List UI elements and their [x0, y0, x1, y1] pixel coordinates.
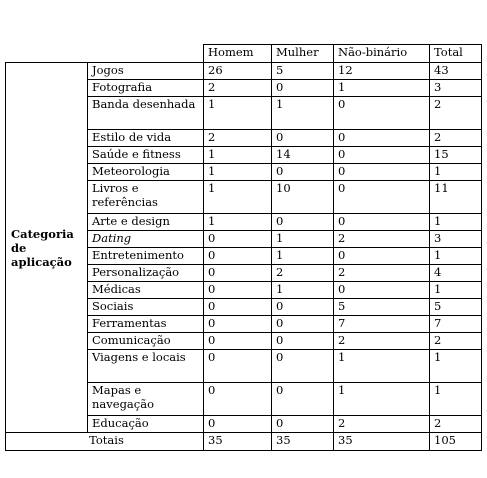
row-label: Personalização	[88, 265, 204, 282]
row-label: Mapas e navegação	[88, 383, 204, 416]
cell-total: 4	[430, 265, 482, 282]
cell-total: 43	[430, 63, 482, 80]
cell-mulher: 10	[272, 181, 334, 214]
cell-total: 2	[430, 416, 482, 433]
cell-homem: 0	[204, 282, 272, 299]
row-label: Educação	[88, 416, 204, 433]
total-mulher: 35	[272, 433, 334, 451]
cell-homem: 0	[204, 299, 272, 316]
cell-nao-binario: 2	[334, 265, 430, 282]
cell-nao-binario: 2	[334, 333, 430, 350]
cell-mulher: 1	[272, 282, 334, 299]
apps-by-gender-table	[5, 44, 482, 451]
cell-homem: 0	[204, 231, 272, 248]
cell-total: 1	[430, 350, 482, 383]
cell-homem: 1	[204, 164, 272, 181]
total-total: 105	[430, 433, 482, 451]
row-label: Saúde e fitness	[88, 147, 204, 164]
row-label: Médicas	[88, 282, 204, 299]
total-nao-binario: 35	[334, 433, 430, 451]
totals-row	[6, 433, 482, 451]
cell-total: 1	[430, 248, 482, 265]
cell-nao-binario: 0	[334, 147, 430, 164]
cell-homem: 1	[204, 214, 272, 231]
cell-nao-binario: 0	[334, 248, 430, 265]
cell-homem: 1	[204, 181, 272, 214]
cell-homem: 0	[204, 316, 272, 333]
cell-nao-binario: 0	[334, 282, 430, 299]
cell-nao-binario: 0	[334, 130, 430, 147]
cell-nao-binario: 12	[334, 63, 430, 80]
row-label: Fotografia	[88, 80, 204, 97]
cell-total: 1	[430, 214, 482, 231]
cell-homem: 2	[204, 130, 272, 147]
total-homem: 35	[204, 433, 272, 451]
cell-nao-binario: 0	[334, 164, 430, 181]
cell-total: 1	[430, 282, 482, 299]
cell-mulher: 0	[272, 299, 334, 316]
header-mulher: Mulher	[272, 45, 334, 63]
row-label: Livros e referências	[88, 181, 204, 214]
cell-mulher: 14	[272, 147, 334, 164]
row-label: Viagens e locais	[88, 350, 204, 383]
cell-nao-binario: 0	[334, 97, 430, 130]
cell-total: 15	[430, 147, 482, 164]
cell-mulher: 1	[272, 248, 334, 265]
cell-mulher: 0	[272, 164, 334, 181]
cell-homem: 0	[204, 383, 272, 416]
cell-homem: 1	[204, 147, 272, 164]
cell-mulher: 0	[272, 416, 334, 433]
cell-nao-binario: 1	[334, 383, 430, 416]
header-nao-binario: Não-binário	[334, 45, 430, 63]
header-blank	[6, 45, 204, 63]
cell-homem: 2	[204, 80, 272, 97]
row-label: Ferramentas	[88, 316, 204, 333]
cell-mulher: 1	[272, 231, 334, 248]
cell-mulher: 0	[272, 350, 334, 383]
cell-total: 11	[430, 181, 482, 214]
cell-homem: 0	[204, 265, 272, 282]
group-label: Categoria de aplicação	[6, 63, 88, 433]
row-label: Meteorologia	[88, 164, 204, 181]
row-label: Sociais	[88, 299, 204, 316]
header-homem: Homem	[204, 45, 272, 63]
row-label: Arte e design	[88, 214, 204, 231]
header-row	[6, 45, 482, 63]
cell-mulher: 5	[272, 63, 334, 80]
cell-mulher: 0	[272, 383, 334, 416]
cell-total: 2	[430, 130, 482, 147]
cell-homem: 26	[204, 63, 272, 80]
cell-mulher: 0	[272, 316, 334, 333]
cell-homem: 0	[204, 416, 272, 433]
cell-mulher: 2	[272, 265, 334, 282]
cell-nao-binario: 1	[334, 80, 430, 97]
cell-total: 3	[430, 80, 482, 97]
cell-nao-binario: 5	[334, 299, 430, 316]
cell-total: 1	[430, 164, 482, 181]
cell-nao-binario: 0	[334, 214, 430, 231]
cell-nao-binario: 2	[334, 231, 430, 248]
cell-nao-binario: 2	[334, 416, 430, 433]
row-label: Dating	[88, 231, 204, 248]
totals-label: Totais	[6, 433, 204, 451]
cell-nao-binario: 7	[334, 316, 430, 333]
cell-mulher: 1	[272, 97, 334, 130]
table-row	[6, 63, 482, 80]
cell-total: 5	[430, 299, 482, 316]
cell-homem: 1	[204, 97, 272, 130]
row-label: Estilo de vida	[88, 130, 204, 147]
header-total: Total	[430, 45, 482, 63]
cell-mulher: 0	[272, 130, 334, 147]
cell-total: 1	[430, 383, 482, 416]
cell-total: 2	[430, 333, 482, 350]
cell-mulher: 0	[272, 80, 334, 97]
cell-homem: 0	[204, 350, 272, 383]
cell-homem: 0	[204, 333, 272, 350]
cell-total: 2	[430, 97, 482, 130]
cell-total: 3	[430, 231, 482, 248]
cell-nao-binario: 1	[334, 350, 430, 383]
cell-nao-binario: 0	[334, 181, 430, 214]
cell-homem: 0	[204, 248, 272, 265]
row-label: Comunicação	[88, 333, 204, 350]
cell-mulher: 0	[272, 333, 334, 350]
row-label: Jogos	[88, 63, 204, 80]
cell-total: 7	[430, 316, 482, 333]
row-label: Banda desenhada	[88, 97, 204, 130]
cell-mulher: 0	[272, 214, 334, 231]
row-label: Entretenimento	[88, 248, 204, 265]
